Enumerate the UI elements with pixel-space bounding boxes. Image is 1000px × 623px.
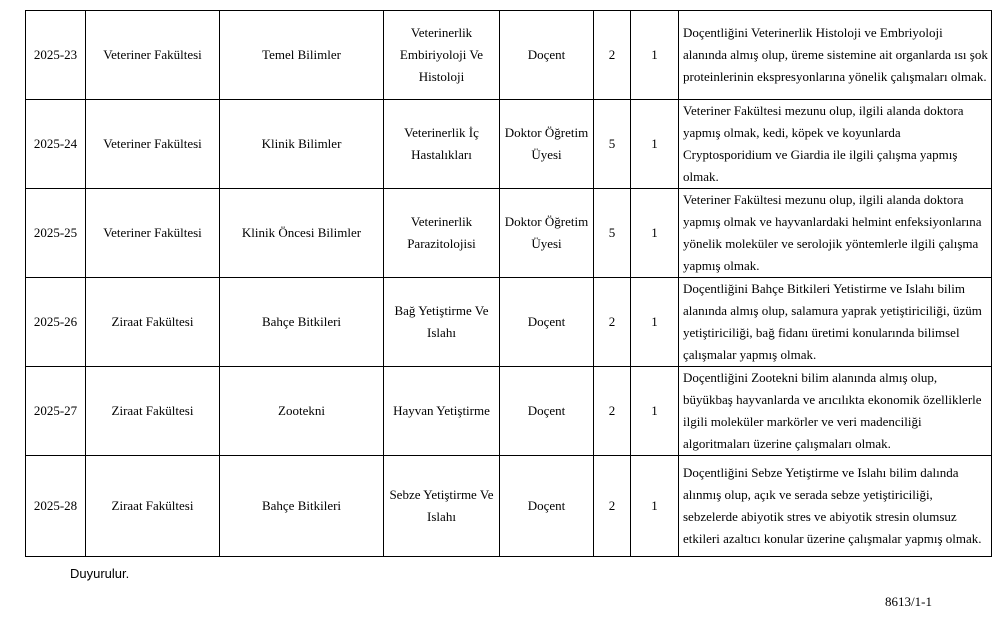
position-number: 2025-23 (26, 11, 86, 100)
count-cell: 1 (631, 100, 679, 189)
table-row (26, 367, 992, 456)
faculty-cell: Veteriner Fakültesi (86, 189, 220, 278)
title-cell: Doçent (500, 278, 594, 367)
subfield-cell: Veterinerlik İç Hastalıkları (384, 100, 500, 189)
department-cell: Temel Bilimler (220, 11, 384, 100)
degree-cell: 2 (594, 278, 631, 367)
title-cell: Doçent (500, 367, 594, 456)
requirements-cell: Doçentliğini Zootekni bilim alanında almış olup, büyükbaş hayvanlarda ve arıcılıkta ekonomik özelliklerle ilgili moleküler markörler ve veri madenciliği algoritmaları üzerine çalışmaları olmak. (679, 367, 992, 456)
position-number: 2025-24 (26, 100, 86, 189)
subfield-cell: Hayvan Yetiştirme (384, 367, 500, 456)
faculty-cell: Ziraat Fakültesi (86, 367, 220, 456)
requirements-cell: Veteriner Fakültesi mezunu olup, ilgili alanda doktora yapmış olmak ve hayvanlardaki helmint enfeksiyonlarına yönelik moleküler ve serolojik yöntemlerle ilgili çalışma yapmış olmak. (679, 189, 992, 278)
requirements-cell: Doçentliğini Sebze Yetiştirme ve Islahı bilim dalında alınmış olup, açık ve serada sebze yetiştiriciliği, sebzelerde abiyotik stres ve abiyotik stresin olumsuz etkileri azaltıcı konular üzerine çalışmalar yapmış olmak. (679, 456, 992, 557)
count-cell: 1 (631, 456, 679, 557)
count-cell: 1 (631, 189, 679, 278)
position-number: 2025-26 (26, 278, 86, 367)
count-cell: 1 (631, 11, 679, 100)
requirements-cell: Doçentliğini Bahçe Bitkileri Yetistirme ve Islahı bilim alanında almış olup, salamura yaprak yetiştiriciliği, üzüm yetiştiriciliği, bağ fidanı üretimi konularında bilimsel çalışmalar yapmış olmak. (679, 278, 992, 367)
count-cell: 1 (631, 367, 679, 456)
department-cell: Bahçe Bitkileri (220, 456, 384, 557)
requirements-cell: Veteriner Fakültesi mezunu olup, ilgili alanda doktora yapmış olmak, kedi, köpek ve koyunlarda Cryptosporidium ve Giardia ile ilgili çalışma yapmış olmak. (679, 100, 992, 189)
faculty-cell: Veteriner Fakültesi (86, 100, 220, 189)
table-row (26, 278, 992, 367)
table-row (26, 456, 992, 557)
title-cell: Doçent (500, 456, 594, 557)
title-cell: Doçent (500, 11, 594, 100)
faculty-cell: Ziraat Fakültesi (86, 456, 220, 557)
table-row (26, 189, 992, 278)
table-row (26, 100, 992, 189)
position-number: 2025-27 (26, 367, 86, 456)
faculty-cell: Veteriner Fakültesi (86, 11, 220, 100)
table-row (26, 11, 992, 100)
department-cell: Klinik Öncesi Bilimler (220, 189, 384, 278)
degree-cell: 2 (594, 456, 631, 557)
department-cell: Zootekni (220, 367, 384, 456)
department-cell: Bahçe Bitkileri (220, 278, 384, 367)
title-cell: Doktor Öğretim Üyesi (500, 189, 594, 278)
title-cell: Doktor Öğretim Üyesi (500, 100, 594, 189)
subfield-cell: Veterinerlik Parazitolojisi (384, 189, 500, 278)
degree-cell: 5 (594, 189, 631, 278)
subfield-cell: Sebze Yetiştirme Ve Islahı (384, 456, 500, 557)
faculty-cell: Ziraat Fakültesi (86, 278, 220, 367)
count-cell: 1 (631, 278, 679, 367)
document-number: 8613/1-1 (885, 594, 932, 609)
degree-cell: 5 (594, 100, 631, 189)
department-cell: Klinik Bilimler (220, 100, 384, 189)
subfield-cell: Veterinerlik Embiriyoloji Ve Histoloji (384, 11, 500, 100)
announcement-note: Duyurulur. (70, 566, 130, 581)
subfield-cell: Bağ Yetiştirme Ve Islahı (384, 278, 500, 367)
degree-cell: 2 (594, 11, 631, 100)
positions-table (25, 10, 992, 557)
position-number: 2025-28 (26, 456, 86, 557)
requirements-cell: Doçentliğini Veterinerlik Histoloji ve Embriyoloji alanında almış olup, üreme sistemine ait organlarda ısı şok proteinlerinin ekspresyonlarına yönelik çalışmaları olmak. (679, 11, 992, 100)
degree-cell: 2 (594, 367, 631, 456)
position-number: 2025-25 (26, 189, 86, 278)
